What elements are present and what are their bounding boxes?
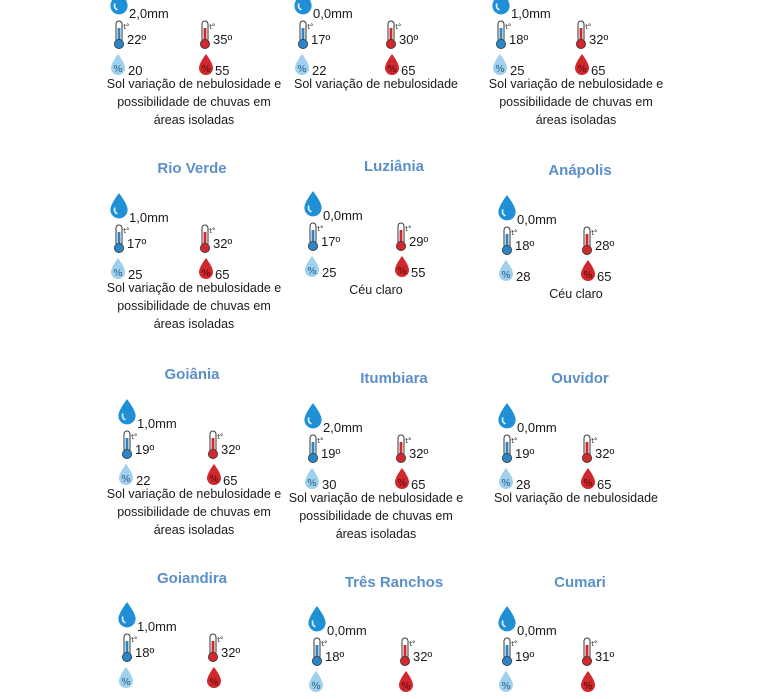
weather-condition: Sol variação de nebulosidade [493,491,658,505]
svg-text:t°: t° [505,23,512,31]
svg-text:%: % [209,474,219,485]
thermometer-cold-icon [112,224,128,254]
humidity-max-value: 55 [411,265,426,280]
humidity-min-value: 25 [510,63,525,78]
svg-text:t°: t° [123,227,130,235]
svg-text:%: % [583,270,593,281]
rain-drop-icon [302,402,324,430]
thermometer-cold-icon [500,434,516,464]
humidity-min-value: 28 [516,477,531,492]
thermometer-hot-icon [384,20,400,50]
temp-min-value: 19º [515,649,535,664]
svg-text:t°: t° [395,23,402,31]
humidity-low-icon [304,467,320,491]
temp-max-value: 31º [595,649,615,664]
temp-min-value: 17º [311,32,331,47]
temp-min-value: 17º [321,234,341,249]
svg-text:%: % [311,681,321,692]
city-name: Goiandira [156,570,228,587]
humidity-low-icon [308,670,324,694]
humidity-low-icon [294,53,310,77]
weather-condition: Sol variação de nebulosidade e possibilidade de chuvas em áreas isoladas [106,487,282,537]
svg-text:%: % [397,266,407,277]
thermometer-cold-icon [296,20,312,50]
humidity-low-icon [110,257,126,281]
svg-text:t°: t° [131,433,138,441]
rain-drop-icon [490,0,512,16]
svg-text:t°: t° [511,437,518,445]
temp-max-value: 32º [595,446,615,461]
rainfall-value: 0,0mm [313,6,353,21]
weather-condition: Sol variação de nebulosidade e possibilidade de chuvas em áreas isoladas [106,77,282,127]
rain-drop-icon [496,194,518,222]
thermometer-hot-icon [580,434,596,464]
thermometer-cold-icon [120,430,136,460]
temp-max-value: 32º [589,32,609,47]
humidity-low-icon [304,255,320,279]
humidity-max-value: 65 [597,477,612,492]
rain-drop-icon [302,190,324,218]
temp-min-value: 17º [127,236,147,251]
rainfall-value: 2,0mm [129,6,169,21]
humidity-high-icon [206,463,222,487]
humidity-min-value: 22 [312,63,327,78]
humidity-high-icon [580,670,596,694]
svg-text:t°: t° [511,640,518,648]
thermometer-cold-icon [306,222,322,252]
thermometer-hot-icon [574,20,590,50]
svg-text:t°: t° [585,23,592,31]
city-name: Três Ranchos [344,574,444,591]
temp-min-value: 19º [515,446,535,461]
city-name: Anápolis [548,162,612,179]
rain-drop-icon [108,0,130,16]
humidity-min-value: 25 [128,267,143,282]
thermometer-cold-icon [306,434,322,464]
humidity-high-icon [580,467,596,491]
rainfall-value: 1,0mm [137,619,177,634]
temp-min-value: 22º [127,32,147,47]
weather-condition: Céu claro [549,287,603,301]
svg-text:%: % [495,64,505,75]
thermometer-hot-icon [398,637,414,667]
humidity-max-value: 65 [223,473,238,488]
rainfall-value: 1,0mm [129,210,169,225]
rainfall-value: 0,0mm [517,212,557,227]
humidity-min-value: 28 [516,269,531,284]
svg-text:%: % [121,474,131,485]
thermometer-hot-icon [198,20,214,50]
rain-drop-icon [292,0,314,16]
svg-text:t°: t° [209,227,216,235]
city-name: Ouvidor [551,370,609,387]
svg-text:%: % [387,64,397,75]
thermometer-hot-icon [580,637,596,667]
humidity-low-icon [118,666,134,690]
humidity-max-value: 65 [411,477,426,492]
temp-max-value: 29º [409,234,429,249]
svg-text:%: % [201,64,211,75]
weather-condition: Sol variação de nebulosidade [293,77,458,91]
svg-text:%: % [501,681,511,692]
rain-drop-icon [496,605,518,633]
svg-text:%: % [209,677,219,688]
svg-text:t°: t° [317,225,324,233]
temp-max-value: 32º [213,236,233,251]
svg-text:t°: t° [321,640,328,648]
svg-text:t°: t° [405,225,412,233]
thermometer-cold-icon [112,20,128,50]
thermometer-cold-icon [500,226,516,256]
humidity-high-icon [384,53,400,77]
temp-min-value: 18º [135,645,155,660]
rain-drop-icon [116,398,138,426]
svg-text:%: % [307,266,317,277]
humidity-high-icon [198,257,214,281]
rain-drop-icon [496,402,518,430]
svg-text:%: % [121,677,131,688]
svg-text:t°: t° [131,636,138,644]
humidity-high-icon [206,666,222,690]
svg-text:t°: t° [591,640,598,648]
rainfall-value: 0,0mm [327,623,367,638]
humidity-max-value: 55 [215,63,230,78]
humidity-min-value: 20 [128,63,143,78]
rainfall-value: 2,0mm [323,420,363,435]
humidity-min-value: 25 [322,265,337,280]
svg-text:%: % [201,268,211,279]
svg-text:%: % [501,270,511,281]
temp-max-value: 35º [213,32,233,47]
svg-text:%: % [401,681,411,692]
humidity-low-icon [118,463,134,487]
temp-min-value: 18º [325,649,345,664]
svg-text:t°: t° [591,437,598,445]
humidity-high-icon [394,467,410,491]
svg-text:t°: t° [591,229,598,237]
temp-max-value: 32º [413,649,433,664]
city-name: Luziânia [363,158,425,175]
rain-drop-icon [108,192,130,220]
svg-text:t°: t° [123,23,130,31]
svg-text:%: % [307,478,317,489]
rainfall-value: 1,0mm [137,416,177,431]
temp-min-value: 18º [509,32,529,47]
humidity-max-value: 65 [215,267,230,282]
city-name: Itumbiara [360,370,428,387]
humidity-low-icon [498,670,514,694]
svg-text:%: % [113,64,123,75]
city-name: Cumari [554,574,606,591]
svg-text:%: % [577,64,587,75]
weather-condition: Sol variação de nebulosidade e possibilidade de chuvas em áreas isoladas [488,77,664,127]
svg-text:%: % [501,478,511,489]
humidity-low-icon [492,53,508,77]
thermometer-cold-icon [500,637,516,667]
svg-text:%: % [397,478,407,489]
thermometer-hot-icon [198,224,214,254]
weather-condition: Céu claro [349,283,403,297]
svg-text:t°: t° [307,23,314,31]
temp-min-value: 19º [321,446,341,461]
temp-min-value: 19º [135,442,155,457]
humidity-max-value: 65 [597,269,612,284]
humidity-min-value: 30 [322,477,337,492]
svg-text:%: % [113,268,123,279]
weather-condition: Sol variação de nebulosidade e possibilidade de chuvas em áreas isoladas [106,281,282,331]
humidity-low-icon [498,467,514,491]
svg-text:t°: t° [409,640,416,648]
rainfall-value: 0,0mm [517,420,557,435]
humidity-low-icon [110,53,126,77]
temp-max-value: 32º [221,442,241,457]
thermometer-hot-icon [206,633,222,663]
humidity-high-icon [574,53,590,77]
humidity-high-icon [198,53,214,77]
svg-text:t°: t° [217,433,224,441]
svg-text:t°: t° [317,437,324,445]
rainfall-value: 1,0mm [511,6,551,21]
temp-min-value: 18º [515,238,535,253]
weather-condition: Sol variação de nebulosidade e possibilidade de chuvas em áreas isoladas [288,491,464,541]
thermometer-hot-icon [394,434,410,464]
temp-max-value: 28º [595,238,615,253]
humidity-max-value: 65 [401,63,416,78]
thermometer-hot-icon [580,226,596,256]
rain-drop-icon [306,605,328,633]
svg-text:%: % [583,681,593,692]
humidity-high-icon [394,255,410,279]
humidity-min-value: 22 [136,473,151,488]
svg-text:%: % [583,478,593,489]
city-name: Goiânia [164,366,220,383]
city-name: Rio Verde [157,160,227,177]
rain-drop-icon [116,601,138,629]
humidity-high-icon [580,259,596,283]
rainfall-value: 0,0mm [323,208,363,223]
temp-max-value: 32º [221,645,241,660]
humidity-high-icon [398,670,414,694]
humidity-low-icon [498,259,514,283]
temp-max-value: 32º [409,446,429,461]
thermometer-cold-icon [310,637,326,667]
thermometer-cold-icon [494,20,510,50]
svg-text:t°: t° [217,636,224,644]
humidity-max-value: 65 [591,63,606,78]
thermometer-hot-icon [394,222,410,252]
rainfall-value: 0,0mm [517,623,557,638]
thermometer-hot-icon [206,430,222,460]
svg-text:t°: t° [209,23,216,31]
svg-text:%: % [297,64,307,75]
svg-text:t°: t° [511,229,518,237]
thermometer-cold-icon [120,633,136,663]
svg-text:t°: t° [405,437,412,445]
temp-max-value: 30º [399,32,419,47]
